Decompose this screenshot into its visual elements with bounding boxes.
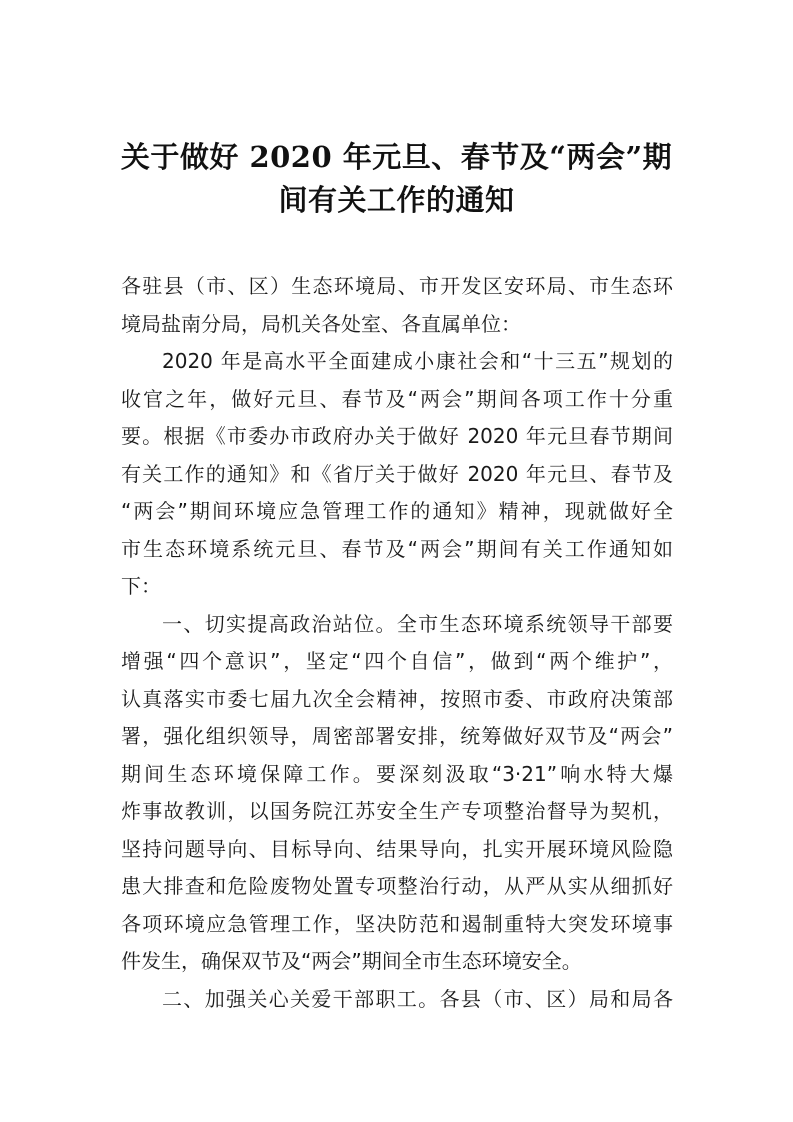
body-line: 患大排查和危险废物处置专项整治行动，从严从实从细抓好 (121, 874, 673, 898)
body-line: 认真落实市委七届九次全会精神，按照市委、市政府决策部 (121, 686, 673, 711)
title-line-1: 关于做好 2020 年元旦、春节及“两会”期 (120, 140, 673, 174)
body-line: 一、切实提高政治站位。全市生态环境系统领导干部要 (162, 611, 673, 636)
body-line: 件发生，确保双节及“两会”期间全市生态环境安全。 (121, 949, 582, 973)
document-title (100, 136, 693, 222)
body-line: 境局盐南分局，局机关各处室、各直属单位： (121, 311, 521, 336)
body-line: 要。根据《市委办市政府办关于做好 2020 年元旦春节期间 (121, 424, 673, 448)
body-line: 市生态环境系统元旦、春节及“两会”期间有关工作通知如 (121, 536, 673, 561)
body-line: 坚持问题导向、目标导向、结果导向，扎实开展环境风险隐 (121, 836, 673, 861)
body-line: 有关工作的通知》和《省厅关于做好 2020 年元旦、春节及 (121, 461, 673, 486)
body-line: 下： (121, 574, 161, 598)
body-line: 署，强化组织领导，周密部署安排，统筹做好双节及“两会” (121, 724, 673, 748)
body-line: 2020 年是高水平全面建成小康社会和“十三五”规划的 (162, 349, 673, 373)
body-line: 炸事故教训，以国务院江苏安全生产专项整治督导为契机， (121, 799, 673, 823)
body-line: 收官之年，做好元旦、春节及“两会”期间各项工作十分重 (121, 386, 673, 411)
body-line: 各驻县（市、区）生态环境局、市开发区安环局、市生态环 (121, 274, 673, 298)
body-line: 增强“四个意识”，坚定“四个自信”，做到“两个维护”， (121, 649, 673, 673)
body-line: 二、加强关心关爱干部职工。各县（市、区）局和局各 (162, 986, 673, 1011)
title-line-2: 间有关工作的通知 (278, 183, 515, 217)
body-line: 期间生态环境保障工作。要深刻汲取“3·21”响水特大爆 (121, 761, 673, 786)
document-body (121, 268, 673, 1018)
body-line: “两会”期间环境应急管理工作的通知》精神，现就做好全 (121, 499, 673, 523)
body-line: 各项环境应急管理工作，坚决防范和遏制重特大突发环境事 (121, 911, 673, 936)
